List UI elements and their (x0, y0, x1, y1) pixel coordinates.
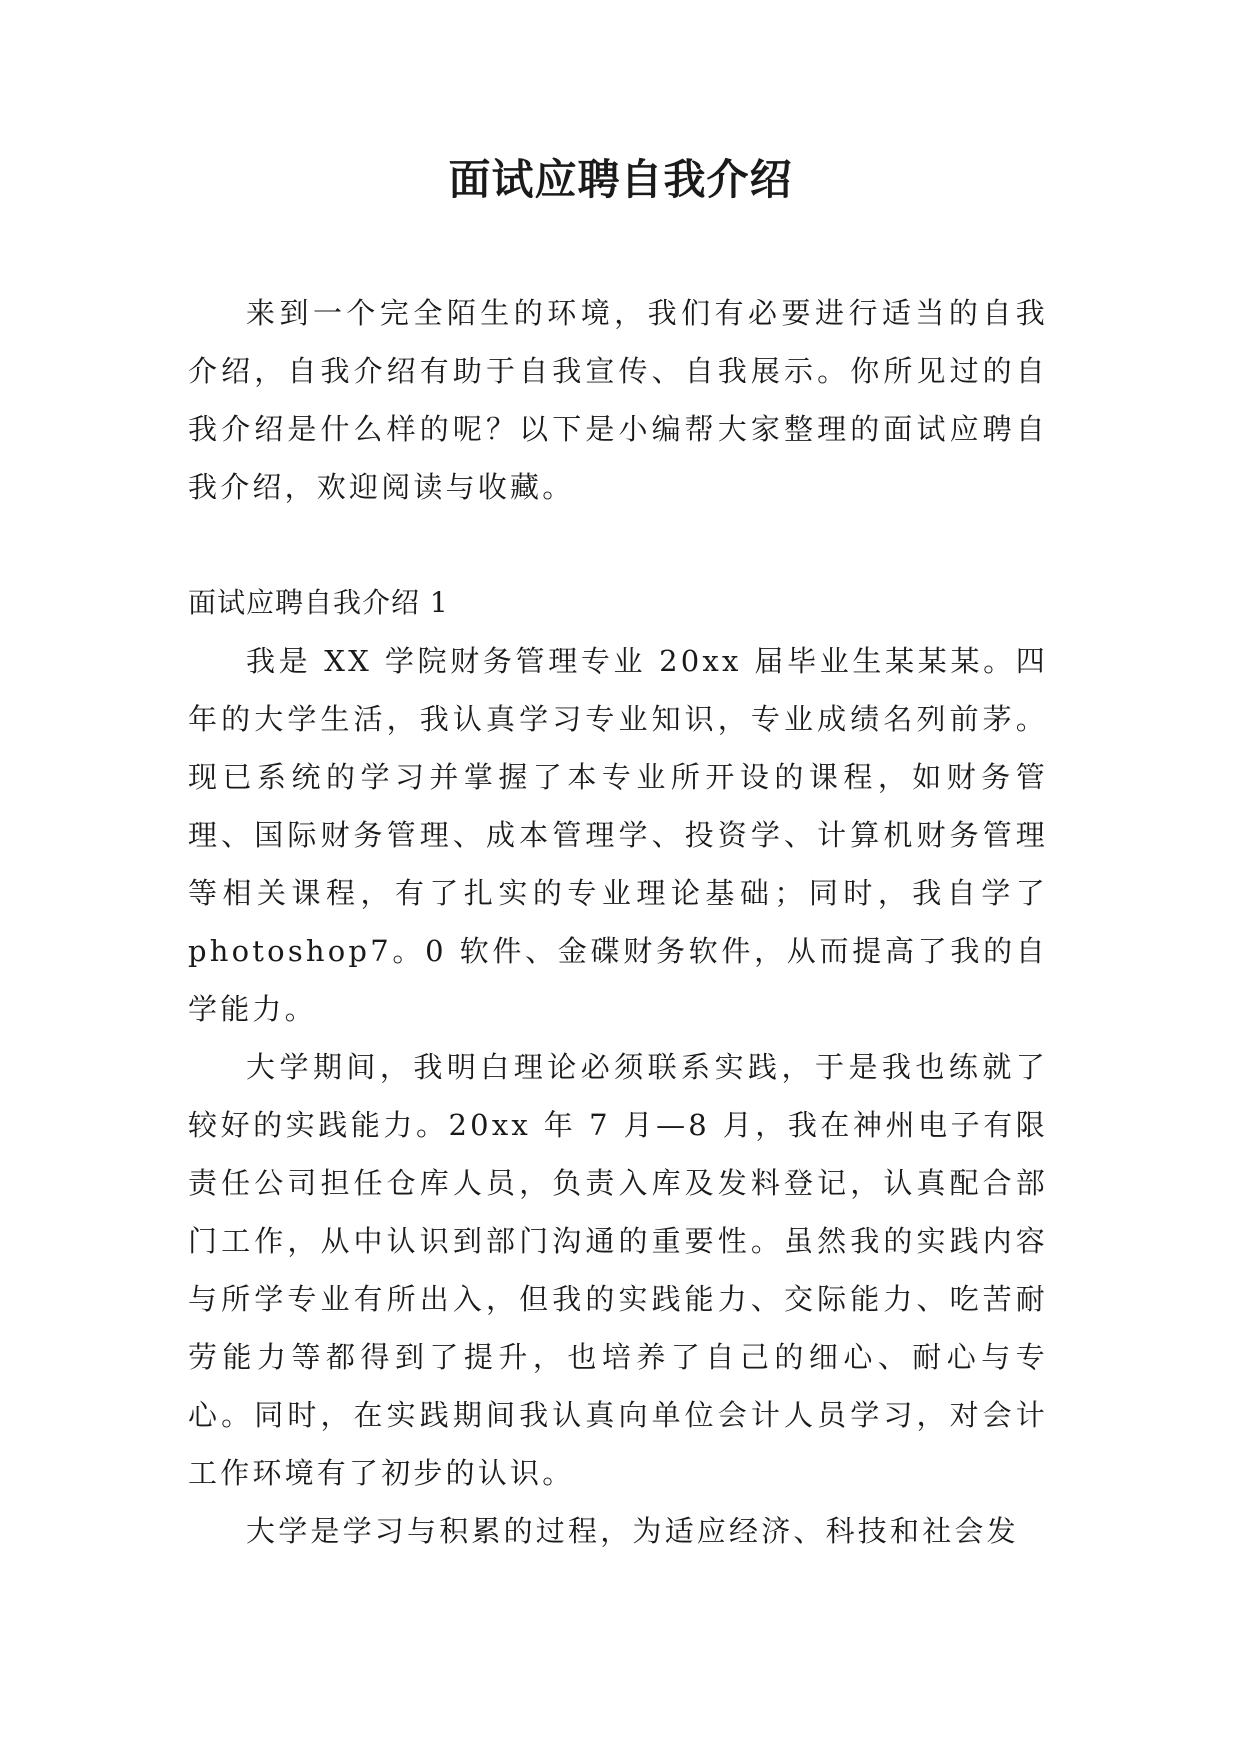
document-title: 面试应聘自我介绍 (448, 155, 793, 204)
paragraph-spacer (188, 516, 1048, 574)
intro-paragraph: 来到一个完全陌生的环境，我们有必要进行适当的自我介绍，自我介绍有助于自我宣传、自我展示。你所见过的自我介绍是什么样的呢？以下是小编帮大家整理的面试应聘自我介绍，欢迎阅读与收藏。 (188, 296, 1048, 504)
body-paragraph: 大学是学习与积累的过程，为适应经济、科技和社会发 (246, 1514, 1019, 1548)
body-paragraph: 我是 XX 学院财务管理专业 20xx 届毕业生某某某。四年的大学生活，我认真学习专业知识，专业成绩名列前茅。现已系统的学习并掌握了本专业所开设的课程，如财务管理、国际财务管理、成本管理学、投资学、计算机财务管理等相关课程，有了扎实的专业理论基础；同时，我自学了photoshop7。0 软件、金碟财务软件，从而提高了我的自学能力。 (188, 644, 1048, 1026)
section-heading: 面试应聘自我介绍 1 (188, 586, 449, 619)
body-paragraph: 大学期间，我明白理论必须联系实践，于是我也练就了较好的实践能力。20xx 年 7 月—8 月，我在神州电子有限责任公司担任仓库人员，负责入库及发料登记，认真配合部门工作，从中认识到部门沟通的重要性。虽然我的实践内容与所学专业有所出入，但我的实践能力、交际能力、吃苦耐劳能力等都得到了提升，也培养了自己的细心、耐心与专心。同时，在实践期间我认真向单位会计人员学习，对会计工作环境有了初步的认识。 (188, 1050, 1048, 1490)
document-body (188, 284, 1048, 1560)
